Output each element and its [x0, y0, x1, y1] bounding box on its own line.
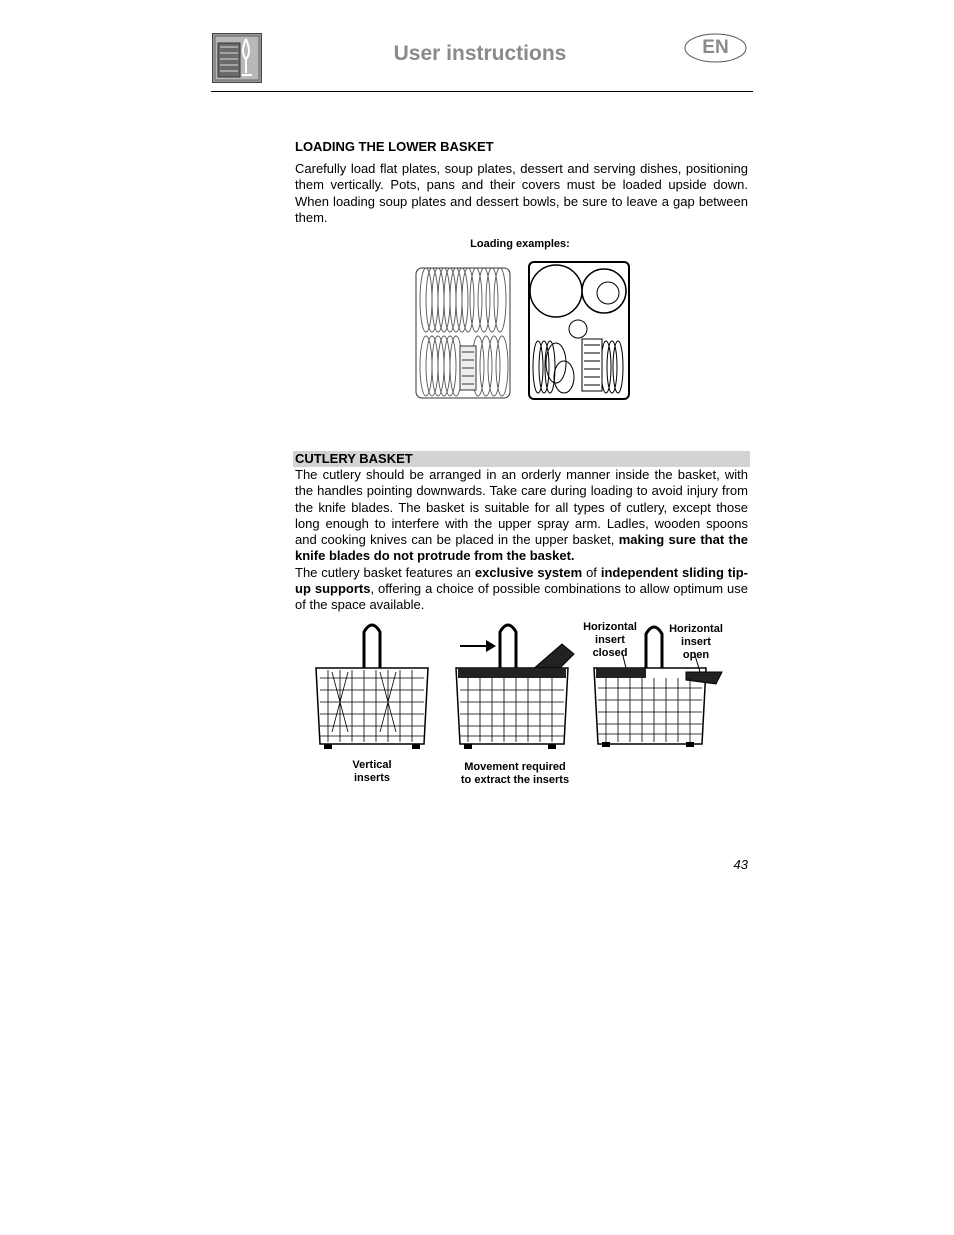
label-line: open — [682, 649, 710, 661]
page-title: User instructions — [393, 42, 567, 65]
lower-basket-text: Carefully load flat plates, soup plates, dessert and serving dishes, positioning them vertically. Pots, pans and their covers must be loaded upside down. When loading soup plates and dessert bowls, be sure to leave a gap between them. — [295, 161, 748, 225]
cutlery-text-bold-2: exclusive system — [474, 564, 583, 580]
cutlery-text-part-2c: , offering a choice of possible combinations to allow optimum use of the space available. — [295, 581, 748, 613]
lower-basket-side-view-illustration — [412, 262, 514, 402]
label-line: Movement required — [464, 761, 566, 773]
cutlery-text-bold-1: making sure that the knife blades do not protrude from the basket. — [295, 532, 748, 564]
cutlery-basket-text — [295, 467, 748, 614]
label-horizontal-insert-open — [664, 623, 728, 662]
lower-basket-top-view-illustration — [526, 259, 632, 402]
cutlery-basket-vertical-illustration — [312, 620, 434, 752]
language-badge: EN — [702, 37, 729, 58]
cutlery-basket-heading: CUTLERY BASKET — [295, 451, 413, 466]
cutlery-text-bold-3: independent sliding tip-up supports — [295, 564, 748, 597]
cutlery-text-part-2b: of — [586, 564, 597, 580]
header-divider — [211, 91, 753, 92]
label-line: closed — [592, 647, 628, 659]
label-line: inserts — [353, 772, 391, 784]
lower-basket-heading: LOADING THE LOWER BASKET — [295, 139, 494, 154]
label-vertical-inserts — [336, 759, 408, 785]
cutlery-text-part-2a: The cutlery basket features an — [295, 564, 472, 580]
dishwasher-logo-icon — [212, 33, 262, 83]
label-movement-required — [445, 761, 585, 787]
label-line: Horizontal — [669, 623, 723, 635]
label-line: to extract the inserts — [460, 774, 570, 786]
page-number: 43 — [733, 857, 748, 872]
loading-examples-caption: Loading examples: — [470, 238, 570, 250]
label-line: Horizontal — [583, 621, 637, 633]
label-line: insert — [681, 636, 711, 648]
label-line: insert — [595, 634, 625, 646]
label-horizontal-insert-closed — [580, 621, 640, 660]
label-line: Vertical — [352, 759, 392, 771]
cutlery-text-part-1: The cutlery should be arranged in an orderly manner inside the basket, with the handles pointing downwards. Take care during loading to avoid injury from the knife blades. The basket is suitable for all types of cutlery, except those long enough to interfere with the upper spray arm. Ladles, wooden spoons and cooking knives can be placed in the upper basket, — [295, 467, 748, 548]
cutlery-basket-extract-illustration — [452, 620, 580, 752]
